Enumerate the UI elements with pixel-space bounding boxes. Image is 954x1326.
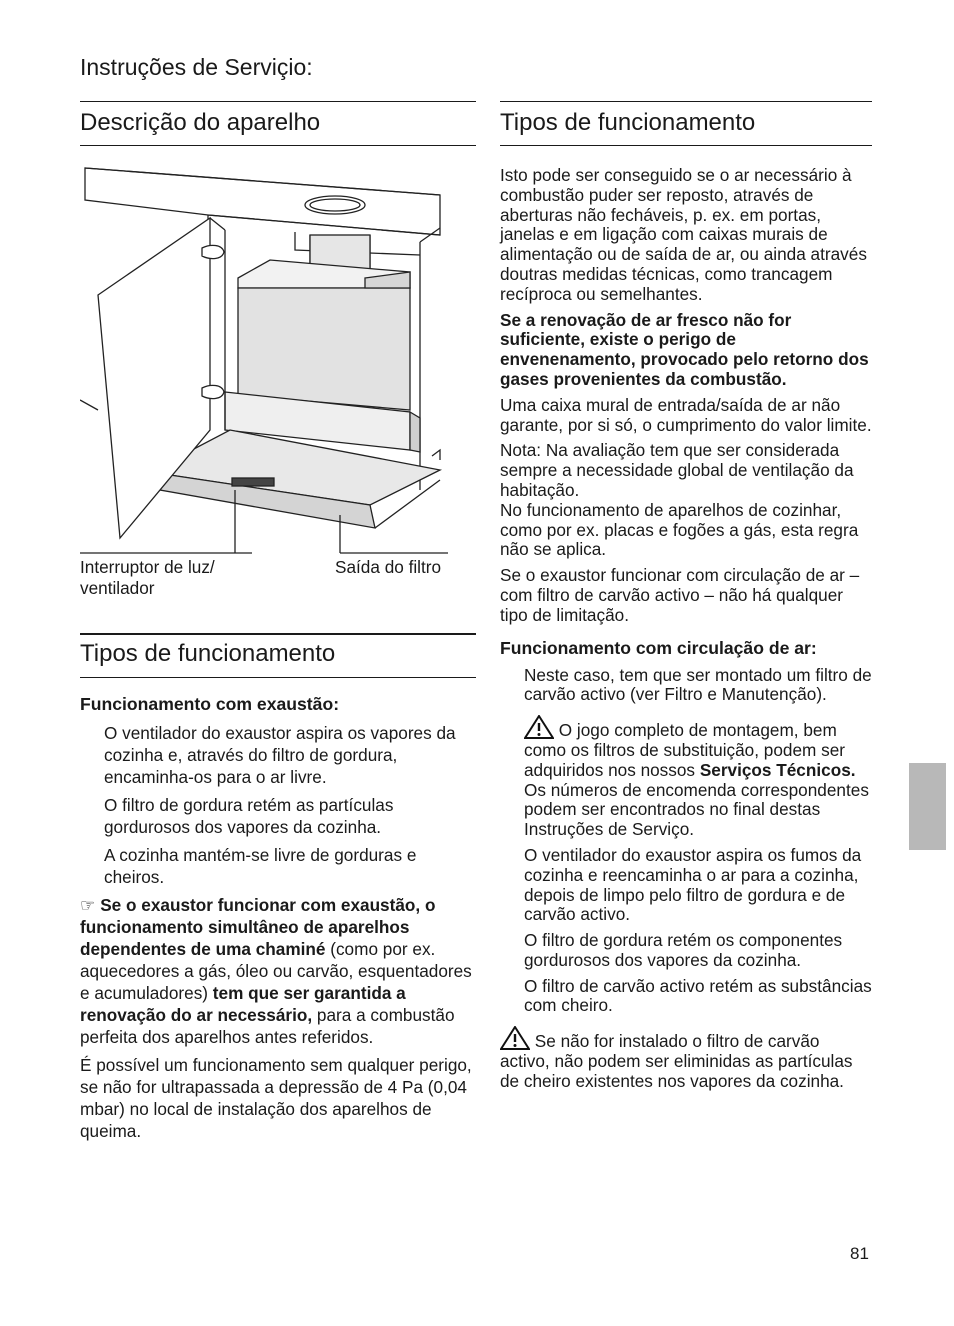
warning-text: O jogo completo de montagem, bem como os filtros de substituição, podem ser adquiridos nos nossos [524, 720, 845, 780]
paragraph: O filtro de gordura retém as partículas gordurosos dos vapores da cozinha. [104, 795, 394, 837]
heading-tipos-right: Tipos de funcionamento [500, 109, 756, 136]
divider [80, 145, 476, 146]
divider [80, 101, 476, 102]
paragraph: Isto pode ser conseguido se o ar necessário à combustão puder ser reposto, através de aberturas não fecháveis, p. ex. em portas, janelas e em ligação com caixas murais de alimentação ou de saída de ar, ou ainda através doutras medidas técnicas, como trancagem recíproca ou semelhantes. [500, 165, 867, 304]
heading-descricao: Descrição do aparelho [80, 109, 321, 136]
divider [500, 101, 872, 102]
left-body [80, 694, 476, 1142]
section-tab-marker [909, 763, 946, 850]
note-paragraph [80, 894, 476, 1048]
subheading-exaustao: Funcionamento com exaustão: [80, 694, 340, 714]
page-number: 81 [850, 1244, 869, 1263]
hand-pointer-icon: ☞ [80, 895, 96, 915]
paragraph: A cozinha mantém-se livre de gorduras e cheiros. [104, 845, 417, 887]
heading-tipos-left: Tipos de funcionamento [80, 640, 336, 667]
paragraph: O ventilador do exaustor aspira os vapores da cozinha e, através do filtro de gordura, encaminha-os para o ar livre. [104, 723, 456, 787]
warning-triangle-icon [500, 1026, 530, 1050]
paragraph: Neste caso, tem que ser montado um filtro de carvão activo (ver Filtro e Manutenção). [524, 664, 872, 705]
note-text: (como por ex. aquecedores a gás, óleo ou carvão, esquentadores e acumuladores) [80, 939, 472, 1003]
warning-text: Se não for instalado o filtro de carvão activo, não podem ser eliminidas as partículas de cheiro existentes nos vapores da cozinha. [500, 1031, 853, 1091]
note-text: para a combustão perfeita dos aparelhos antes referidos. [80, 1005, 455, 1047]
paragraph: O filtro de carvão activo retém as substâncias com cheiro. [524, 975, 872, 1016]
right-body [500, 166, 872, 1092]
note-bold: Se o exaustor funcionar com exaustão, o funcionamento simultâneo de aparelhos dependentes de uma chaminé [80, 895, 436, 959]
warning-bold: Serviços Técnicos. [699, 759, 856, 780]
warning-triangle-icon [524, 715, 554, 739]
paragraph: No funcionamento de aparelhos de cozinhar, como por ex. placas e fogões a gás, esta regra não se aplica. [500, 499, 859, 560]
divider [80, 677, 476, 678]
subheading-circulacao: Funcionamento com circulação de ar: [500, 637, 817, 658]
hood-illustration [80, 160, 450, 560]
divider [500, 145, 872, 146]
paragraph: Se o exaustor funcionar com circulação de ar – com filtro de carvão activo – não há qualquer tipo de limitação. [500, 565, 860, 625]
paragraph: O filtro de gordura retém os componentes gordurosos dos vapores da cozinha. [524, 930, 843, 970]
caption-filter-outlet: Saída do filtro [335, 557, 442, 577]
paragraph: O ventilador do exaustor aspira os fumos da cozinha e reencaminha o ar para a cozinha, depois de limpo pelo filtro de gordura e de carvão activo. [524, 844, 862, 925]
warning-paragraph [500, 715, 872, 780]
warning-bold: Se a renovação de ar fresco não for suficiente, existe o perigo de envenenamento, provocado pelo retorno dos gases provenientes da combustão. [500, 309, 869, 389]
page-title: Instruções de Serviçio: [80, 54, 313, 80]
note-bold: tem que ser garantida a renovação do ar necessário, [80, 983, 406, 1025]
paragraph: Os números de encomenda correspondentes podem ser encontrados no final destas Instruções de Serviço. [524, 779, 869, 840]
paragraph: Uma caixa mural de entrada/saída de ar não garante, por si só, o cumprimento do valor limite. [500, 394, 872, 435]
divider [80, 633, 476, 635]
paragraph: Nota: Na avaliação tem que ser considerada sempre a necessidade global de ventilação da habitação. [500, 440, 854, 500]
paragraph: É possível um funcionamento sem qualquer perigo, se não for ultrapassada a depressão de 4 Pa (0,04 mbar) no local de instalação dos aparelhos de queima. [80, 1055, 472, 1141]
caption-light-switch: Interruptor de luz/ ventilador [80, 557, 215, 598]
warning-paragraph [500, 1026, 872, 1091]
